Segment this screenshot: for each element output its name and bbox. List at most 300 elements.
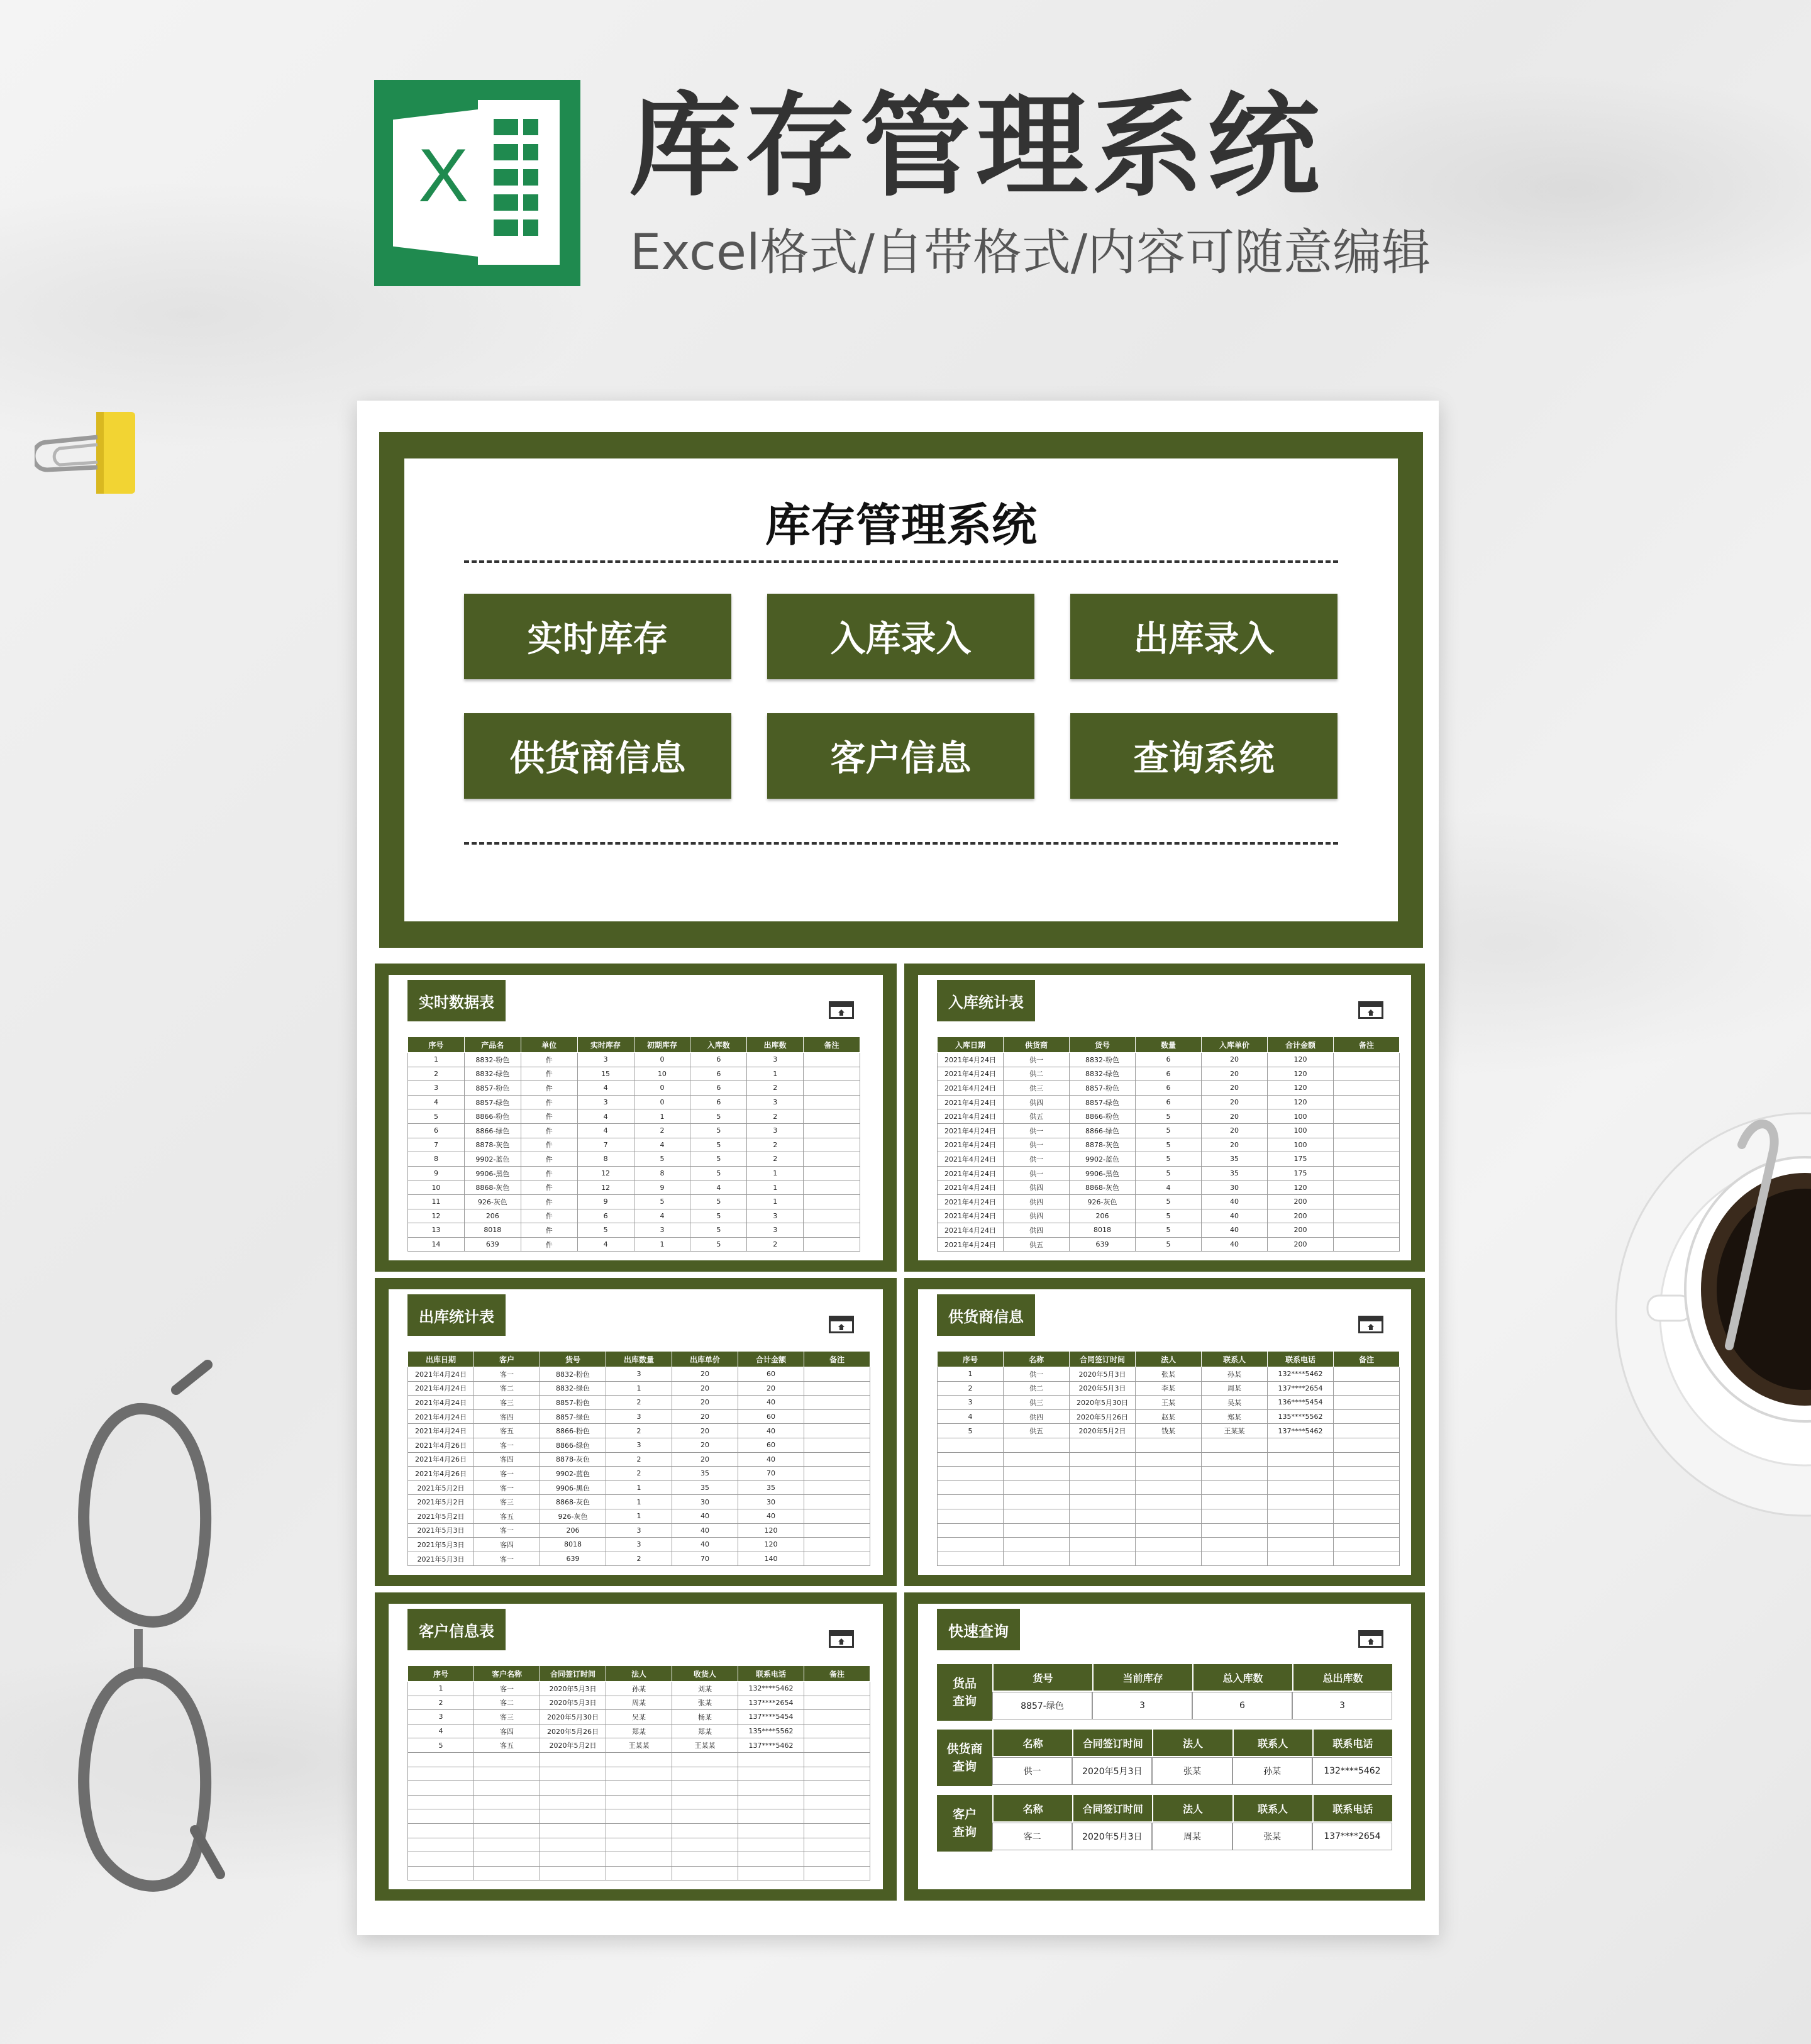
table-cell[interactable] [1334,1209,1400,1223]
table-cell[interactable]: 30 [1202,1180,1268,1195]
table-cell[interactable] [1334,1237,1400,1252]
table-cell[interactable] [672,1781,738,1796]
table-cell[interactable] [606,1866,672,1880]
table-cell[interactable]: 12 [408,1209,465,1223]
table-cell[interactable]: 2021年4月24日 [938,1138,1004,1152]
table-cell[interactable]: 1 [606,1381,672,1396]
table-cell[interactable]: 供五 [1004,1424,1070,1438]
table-cell[interactable]: 5 [690,1166,747,1180]
table-cell[interactable]: 60 [738,1409,804,1424]
table-cell[interactable]: 9 [408,1166,465,1180]
table-cell[interactable]: 2 [606,1552,672,1566]
table-cell[interactable] [1334,1152,1400,1167]
table-cell[interactable]: 2021年4月26日 [408,1438,474,1452]
table-cell[interactable]: 供一 [1004,1367,1070,1382]
table-cell[interactable]: 供五 [1004,1237,1070,1252]
table-cell[interactable] [804,1166,860,1180]
table-cell[interactable]: 件 [521,1123,577,1138]
table-cell[interactable] [1136,1480,1202,1495]
query-result-cell[interactable]: 张某 [1232,1823,1312,1850]
table-cell[interactable]: 5 [690,1123,747,1138]
table-cell[interactable]: 件 [521,1194,577,1209]
home-window-icon[interactable] [829,1630,854,1648]
table-cell[interactable] [1268,1480,1334,1495]
table-cell[interactable] [1004,1480,1070,1495]
table-cell[interactable] [1202,1509,1268,1523]
table-cell[interactable] [804,1424,870,1438]
table-cell[interactable]: 客二 [474,1696,540,1710]
table-cell[interactable] [1334,1424,1400,1438]
table-cell[interactable]: 孙某 [1202,1367,1268,1382]
table-cell[interactable]: 10 [634,1067,690,1081]
table-cell[interactable]: 8832-绿色 [540,1381,606,1396]
table-cell[interactable]: 件 [521,1138,577,1152]
table-cell[interactable] [540,1809,606,1824]
table-cell[interactable]: 926-灰色 [464,1194,521,1209]
table-cell[interactable]: 175 [1268,1152,1334,1167]
table-cell[interactable] [1136,1438,1202,1452]
table-cell[interactable] [1070,1552,1136,1566]
table-cell[interactable]: 40 [1202,1209,1268,1223]
table-cell[interactable] [804,1767,870,1781]
table-cell[interactable]: 120 [1268,1053,1334,1067]
table-cell[interactable] [1268,1538,1334,1552]
table-cell[interactable]: 供一 [1004,1166,1070,1180]
table-cell[interactable]: 2 [606,1467,672,1481]
table-cell[interactable]: 8018 [1070,1223,1136,1238]
table-cell[interactable]: 客一 [474,1367,540,1382]
table-cell[interactable]: 1 [408,1682,474,1696]
table-cell[interactable]: 8857-粉色 [464,1081,521,1096]
table-cell[interactable] [540,1823,606,1838]
table-cell[interactable]: 供一 [1004,1138,1070,1152]
table-cell[interactable] [1334,1180,1400,1195]
table-cell[interactable] [1268,1552,1334,1566]
table-cell[interactable] [1004,1495,1070,1509]
table-cell[interactable]: 件 [521,1223,577,1238]
table-cell[interactable]: 1 [938,1367,1004,1382]
table-cell[interactable]: 1 [747,1194,804,1209]
table-cell[interactable]: 8018 [540,1538,606,1552]
table-cell[interactable]: 137****2654 [738,1696,804,1710]
table-cell[interactable]: 8018 [464,1223,521,1238]
table-cell[interactable]: 客四 [474,1409,540,1424]
table-cell[interactable]: 4 [634,1209,690,1223]
table-cell[interactable]: 206 [540,1523,606,1538]
table-cell[interactable]: 0 [634,1053,690,1067]
table-cell[interactable]: 2021年5月3日 [408,1523,474,1538]
table-cell[interactable]: 件 [521,1109,577,1124]
table-cell[interactable]: 6 [1136,1067,1202,1081]
table-cell[interactable]: 2021年4月24日 [938,1237,1004,1252]
table-cell[interactable]: 2 [747,1237,804,1252]
table-cell[interactable]: 8878-灰色 [1070,1138,1136,1152]
table-cell[interactable]: 2020年5月3日 [1070,1367,1136,1382]
table-cell[interactable]: 5 [1136,1237,1202,1252]
table-cell[interactable]: 2 [606,1424,672,1438]
table-cell[interactable]: 35 [672,1467,738,1481]
table-cell[interactable]: 9906-黑色 [1070,1166,1136,1180]
table-cell[interactable]: 3 [577,1095,634,1109]
table-cell[interactable]: 10 [408,1180,465,1195]
table-cell[interactable]: 6 [408,1123,465,1138]
table-cell[interactable]: 6 [1136,1095,1202,1109]
table-cell[interactable] [606,1809,672,1824]
table-cell[interactable]: 8832-粉色 [540,1367,606,1382]
table-cell[interactable]: 供四 [1004,1409,1070,1424]
table-cell[interactable]: 供一 [1004,1152,1070,1167]
table-cell[interactable] [938,1480,1004,1495]
table-cell[interactable] [804,1095,860,1109]
table-cell[interactable]: 5 [690,1138,747,1152]
table-cell[interactable]: 70 [672,1552,738,1566]
table-cell[interactable] [1070,1495,1136,1509]
table-cell[interactable]: 件 [521,1166,577,1180]
table-cell[interactable]: 2021年4月26日 [408,1452,474,1467]
table-cell[interactable]: 6 [1136,1053,1202,1067]
table-cell[interactable] [1334,1438,1400,1452]
table-cell[interactable]: 1 [606,1509,672,1523]
table-cell[interactable]: 2 [747,1081,804,1096]
table-cell[interactable]: 3 [408,1081,465,1096]
table-cell[interactable]: 2021年4月24日 [938,1209,1004,1223]
table-cell[interactable]: 2 [747,1152,804,1167]
table-cell[interactable]: 2020年5月26日 [540,1724,606,1738]
table-cell[interactable]: 20 [1202,1053,1268,1067]
table-cell[interactable] [606,1781,672,1796]
table-cell[interactable] [1334,1509,1400,1523]
table-cell[interactable] [1268,1523,1334,1538]
table-cell[interactable]: 刘某 [672,1682,738,1696]
table-cell[interactable]: 8 [634,1166,690,1180]
table-cell[interactable]: 王某某 [672,1738,738,1753]
table-cell[interactable] [1202,1480,1268,1495]
table-cell[interactable]: 9906-黑色 [464,1166,521,1180]
table-cell[interactable]: 周某 [1202,1381,1268,1396]
table-cell[interactable] [738,1809,804,1824]
table-cell[interactable]: 20 [672,1452,738,1467]
table-cell[interactable]: 8866-绿色 [1070,1123,1136,1138]
table-cell[interactable]: 吴某 [1202,1396,1268,1410]
table-cell[interactable] [540,1838,606,1852]
table-cell[interactable] [804,1738,870,1753]
home-window-icon[interactable] [829,1001,854,1019]
table-cell[interactable] [1202,1495,1268,1509]
table-cell[interactable]: 9 [577,1194,634,1209]
table-cell[interactable] [672,1823,738,1838]
table-cell[interactable]: 40 [738,1396,804,1410]
table-cell[interactable]: 5 [408,1109,465,1124]
table-cell[interactable] [1334,1381,1400,1396]
table-cell[interactable] [1268,1467,1334,1481]
table-cell[interactable]: 137****2654 [1268,1381,1334,1396]
table-cell[interactable]: 2021年5月2日 [408,1509,474,1523]
table-cell[interactable] [1334,1495,1400,1509]
table-cell[interactable]: 8878-灰色 [540,1452,606,1467]
table-cell[interactable]: 136****5454 [1268,1396,1334,1410]
table-cell[interactable] [804,1781,870,1796]
table-cell[interactable] [1202,1452,1268,1467]
table-cell[interactable] [1004,1538,1070,1552]
table-cell[interactable] [1334,1166,1400,1180]
table-cell[interactable]: 钱某 [1136,1424,1202,1438]
table-cell[interactable] [1136,1523,1202,1538]
table-cell[interactable]: 140 [738,1552,804,1566]
table-cell[interactable]: 8857-绿色 [464,1095,521,1109]
table-cell[interactable]: 40 [738,1424,804,1438]
table-cell[interactable] [474,1752,540,1767]
table-cell[interactable]: 1 [747,1067,804,1081]
table-cell[interactable]: 2020年5月26日 [1070,1409,1136,1424]
table-cell[interactable]: 40 [672,1509,738,1523]
table-cell[interactable]: 13 [408,1223,465,1238]
query-system-button[interactable]: 查询系统 [1070,713,1337,799]
table-cell[interactable]: 20 [672,1381,738,1396]
table-cell[interactable]: 120 [1268,1081,1334,1096]
table-cell[interactable] [408,1795,474,1809]
table-cell[interactable]: 客一 [474,1467,540,1481]
table-cell[interactable]: 2 [938,1381,1004,1396]
table-cell[interactable] [408,1809,474,1824]
table-cell[interactable] [738,1795,804,1809]
table-cell[interactable]: 4 [408,1724,474,1738]
query-result-cell[interactable]: 供一 [992,1757,1072,1785]
table-cell[interactable] [1334,1367,1400,1382]
table-cell[interactable]: 3 [606,1409,672,1424]
table-cell[interactable]: 926-灰色 [540,1509,606,1523]
table-cell[interactable]: 100 [1268,1109,1334,1124]
table-cell[interactable]: 120 [738,1523,804,1538]
table-cell[interactable] [408,1767,474,1781]
table-cell[interactable] [938,1509,1004,1523]
table-cell[interactable]: 2021年4月24日 [408,1409,474,1424]
table-cell[interactable]: 20 [1202,1138,1268,1152]
table-cell[interactable]: 40 [738,1509,804,1523]
table-cell[interactable] [804,1795,870,1809]
table-cell[interactable]: 供四 [1004,1223,1070,1238]
table-cell[interactable] [1070,1523,1136,1538]
table-cell[interactable]: 2021年5月2日 [408,1495,474,1509]
table-cell[interactable] [672,1866,738,1880]
table-cell[interactable]: 639 [540,1552,606,1566]
table-cell[interactable] [1334,1480,1400,1495]
query-result-cell[interactable]: 孙某 [1232,1757,1312,1785]
table-cell[interactable] [1202,1538,1268,1552]
table-cell[interactable]: 2021年4月24日 [408,1424,474,1438]
table-cell[interactable]: 120 [1268,1067,1334,1081]
table-cell[interactable] [1070,1480,1136,1495]
table-cell[interactable]: 周某 [606,1696,672,1710]
table-cell[interactable]: 客一 [474,1480,540,1495]
table-cell[interactable]: 4 [577,1123,634,1138]
table-cell[interactable] [1334,1523,1400,1538]
table-cell[interactable]: 2021年4月24日 [938,1166,1004,1180]
table-cell[interactable] [1334,1452,1400,1467]
table-cell[interactable]: 8 [577,1152,634,1167]
table-cell[interactable]: 供四 [1004,1180,1070,1195]
table-cell[interactable]: 件 [521,1095,577,1109]
table-cell[interactable]: 2021年4月26日 [408,1467,474,1481]
realtime-stock-button[interactable]: 实时库存 [464,594,731,679]
table-cell[interactable]: 40 [1202,1237,1268,1252]
table-cell[interactable]: 4 [577,1081,634,1096]
table-cell[interactable]: 8866-粉色 [1070,1109,1136,1124]
table-cell[interactable]: 2021年4月24日 [938,1053,1004,1067]
table-cell[interactable]: 孙某 [606,1682,672,1696]
table-cell[interactable] [804,1552,870,1566]
table-cell[interactable]: 2021年4月24日 [938,1095,1004,1109]
table-cell[interactable] [1334,1067,1400,1081]
table-cell[interactable]: 5 [1136,1138,1202,1152]
table-cell[interactable] [1004,1438,1070,1452]
table-cell[interactable]: 35 [738,1480,804,1495]
table-cell[interactable]: 2021年4月24日 [938,1123,1004,1138]
table-cell[interactable] [1070,1509,1136,1523]
table-cell[interactable]: 供四 [1004,1209,1070,1223]
table-cell[interactable]: 2021年4月24日 [938,1223,1004,1238]
table-cell[interactable]: 132****5462 [738,1682,804,1696]
table-cell[interactable]: 郑某 [672,1724,738,1738]
table-cell[interactable] [1070,1438,1136,1452]
table-cell[interactable] [1268,1438,1334,1452]
table-cell[interactable]: 件 [521,1180,577,1195]
table-cell[interactable]: 2020年5月30日 [1070,1396,1136,1410]
table-cell[interactable]: 5 [1136,1223,1202,1238]
table-cell[interactable] [804,1396,870,1410]
table-cell[interactable]: 9 [634,1180,690,1195]
table-cell[interactable]: 供三 [1004,1081,1070,1096]
query-result-cell[interactable]: 132****5462 [1312,1757,1392,1785]
table-cell[interactable] [408,1838,474,1852]
table-cell[interactable]: 12 [577,1180,634,1195]
table-cell[interactable]: 4 [938,1409,1004,1424]
table-cell[interactable]: 120 [738,1538,804,1552]
supplier-info-button[interactable]: 供货商信息 [464,713,731,799]
table-cell[interactable] [804,1053,860,1067]
table-cell[interactable]: 2020年5月30日 [540,1710,606,1725]
table-cell[interactable]: 3 [747,1209,804,1223]
table-cell[interactable]: 8866-粉色 [464,1109,521,1124]
table-cell[interactable] [804,1123,860,1138]
table-cell[interactable]: 120 [1268,1180,1334,1195]
table-cell[interactable] [804,1438,870,1452]
table-cell[interactable]: 3 [606,1438,672,1452]
query-result-cell[interactable]: 137****2654 [1312,1823,1392,1850]
table-cell[interactable] [738,1767,804,1781]
table-cell[interactable]: 3 [577,1053,634,1067]
table-cell[interactable]: 70 [738,1467,804,1481]
table-cell[interactable]: 35 [1202,1152,1268,1167]
table-cell[interactable]: 20 [1202,1109,1268,1124]
table-cell[interactable] [474,1823,540,1838]
table-cell[interactable]: 9902-蓝色 [464,1152,521,1167]
table-cell[interactable] [1136,1509,1202,1523]
table-cell[interactable]: 件 [521,1081,577,1096]
table-cell[interactable] [804,1367,870,1382]
table-cell[interactable]: 30 [738,1495,804,1509]
table-cell[interactable]: 6 [690,1053,747,1067]
table-cell[interactable]: 14 [408,1237,465,1252]
table-cell[interactable]: 2 [606,1452,672,1467]
table-cell[interactable]: 40 [1202,1194,1268,1209]
table-cell[interactable]: 60 [738,1438,804,1452]
table-cell[interactable] [474,1767,540,1781]
query-result-cell[interactable]: 张某 [1152,1757,1232,1785]
table-cell[interactable] [804,1538,870,1552]
table-cell[interactable]: 5 [690,1209,747,1223]
table-cell[interactable]: 8832-粉色 [464,1053,521,1067]
table-cell[interactable] [804,1724,870,1738]
table-cell[interactable]: 3 [747,1095,804,1109]
table-cell[interactable]: 40 [738,1452,804,1467]
table-cell[interactable] [474,1795,540,1809]
table-cell[interactable] [804,1452,870,1467]
table-cell[interactable]: 供五 [1004,1109,1070,1124]
table-cell[interactable]: 206 [464,1209,521,1223]
table-cell[interactable]: 5 [634,1152,690,1167]
table-cell[interactable]: 926-灰色 [1070,1194,1136,1209]
table-cell[interactable]: 4 [408,1095,465,1109]
table-cell[interactable] [540,1795,606,1809]
table-cell[interactable] [1334,1194,1400,1209]
table-cell[interactable]: 供一 [1004,1053,1070,1067]
table-cell[interactable] [1334,1467,1400,1481]
table-cell[interactable] [672,1809,738,1824]
table-cell[interactable]: 郑某 [1202,1409,1268,1424]
table-cell[interactable] [672,1767,738,1781]
query-result-cell[interactable]: 3 [1292,1692,1392,1719]
table-cell[interactable] [938,1552,1004,1566]
query-result-cell[interactable]: 2020年5月3日 [1072,1757,1152,1785]
table-cell[interactable]: 8878-灰色 [464,1138,521,1152]
table-cell[interactable] [1334,1552,1400,1566]
table-cell[interactable]: 客五 [474,1738,540,1753]
table-cell[interactable] [540,1752,606,1767]
table-cell[interactable] [738,1838,804,1852]
table-cell[interactable] [1004,1452,1070,1467]
table-cell[interactable]: 5 [690,1109,747,1124]
table-cell[interactable] [1334,1053,1400,1067]
table-cell[interactable] [1070,1452,1136,1467]
table-cell[interactable]: 2021年4月24日 [938,1067,1004,1081]
table-cell[interactable]: 5 [1136,1209,1202,1223]
table-cell[interactable]: 5 [634,1194,690,1209]
table-cell[interactable]: 客一 [474,1523,540,1538]
table-cell[interactable]: 639 [464,1237,521,1252]
table-cell[interactable] [938,1467,1004,1481]
table-cell[interactable] [738,1852,804,1867]
table-cell[interactable]: 2021年4月24日 [938,1081,1004,1096]
query-result-cell[interactable]: 2020年5月3日 [1072,1823,1152,1850]
table-cell[interactable]: 件 [521,1053,577,1067]
table-cell[interactable]: 3 [606,1523,672,1538]
table-cell[interactable]: 1 [747,1180,804,1195]
table-cell[interactable] [804,1194,860,1209]
table-cell[interactable] [938,1438,1004,1452]
table-cell[interactable] [804,1838,870,1852]
table-cell[interactable] [540,1767,606,1781]
table-cell[interactable]: 5 [690,1223,747,1238]
query-result-cell[interactable]: 客二 [992,1823,1072,1850]
table-cell[interactable] [804,1381,870,1396]
table-cell[interactable]: 2 [408,1696,474,1710]
table-cell[interactable] [804,1209,860,1223]
table-cell[interactable]: 20 [672,1424,738,1438]
table-cell[interactable] [474,1809,540,1824]
table-cell[interactable] [804,1809,870,1824]
table-cell[interactable]: 8857-绿色 [1070,1095,1136,1109]
table-cell[interactable] [804,1180,860,1195]
